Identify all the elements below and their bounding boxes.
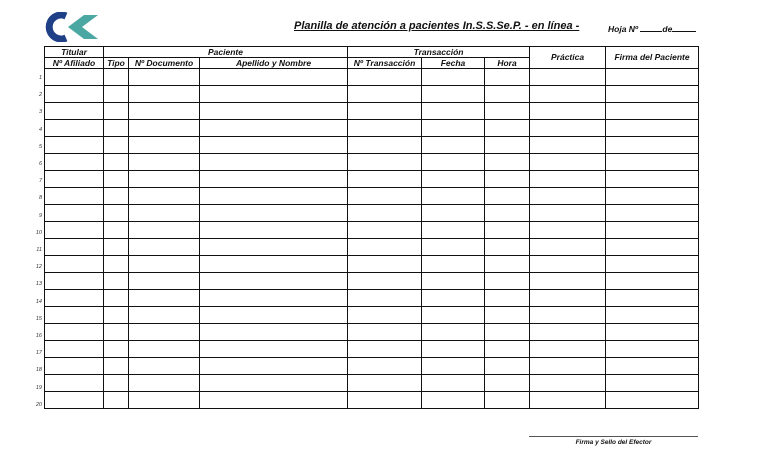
cell-hora[interactable] xyxy=(485,86,530,103)
cell-nro-transaccion[interactable] xyxy=(348,137,422,154)
table-row xyxy=(45,188,699,205)
logo-lower-chevron xyxy=(68,27,98,39)
cell-nro-documento[interactable] xyxy=(129,256,200,273)
cell-nro-transaccion[interactable] xyxy=(348,375,422,392)
sheet-label: Hoja Nº xyxy=(608,24,639,34)
cell-firma-paciente[interactable] xyxy=(606,375,699,392)
cell-nro-afiliado[interactable] xyxy=(45,290,104,307)
cell-practica[interactable] xyxy=(530,239,606,256)
cell-nro-transaccion[interactable] xyxy=(348,69,422,86)
cell-apellido-nombre[interactable] xyxy=(200,171,348,188)
table-row xyxy=(45,375,699,392)
cell-practica[interactable] xyxy=(530,137,606,154)
cell-tipo[interactable] xyxy=(104,392,129,409)
cell-nro-afiliado[interactable] xyxy=(45,86,104,103)
cell-fecha[interactable] xyxy=(422,392,485,409)
cell-tipo[interactable] xyxy=(104,86,129,103)
cell-nro-afiliado[interactable] xyxy=(45,239,104,256)
patient-table xyxy=(44,46,699,409)
cell-firma-paciente[interactable] xyxy=(606,324,699,341)
row-number: 8 xyxy=(38,195,42,202)
cell-tipo[interactable] xyxy=(104,120,129,137)
sheet-number-blank[interactable] xyxy=(640,24,662,32)
row-number: 15 xyxy=(35,315,42,322)
cell-firma-paciente[interactable] xyxy=(606,120,699,137)
sheet-total-blank[interactable] xyxy=(672,24,696,32)
row-number: 10 xyxy=(35,229,42,236)
cell-tipo[interactable] xyxy=(104,205,129,222)
cell-nro-documento[interactable] xyxy=(129,205,200,222)
cell-firma-paciente[interactable] xyxy=(606,358,699,375)
cell-nro-documento[interactable] xyxy=(129,171,200,188)
cell-firma-paciente[interactable] xyxy=(606,171,699,188)
cell-tipo[interactable] xyxy=(104,239,129,256)
cell-hora[interactable] xyxy=(485,188,530,205)
cell-nro-afiliado[interactable] xyxy=(45,341,104,358)
table-row xyxy=(45,341,699,358)
cell-hora[interactable] xyxy=(485,392,530,409)
cell-firma-paciente[interactable] xyxy=(606,273,699,290)
cell-fecha[interactable] xyxy=(422,307,485,324)
cell-nro-transaccion[interactable] xyxy=(348,103,422,120)
table-row xyxy=(45,239,699,256)
cell-tipo[interactable] xyxy=(104,103,129,120)
header-nro-transaccion: Nº Transacción xyxy=(348,58,422,69)
cell-hora[interactable] xyxy=(485,154,530,171)
cell-apellido-nombre[interactable] xyxy=(200,273,348,290)
cell-tipo[interactable] xyxy=(104,256,129,273)
cell-firma-paciente[interactable] xyxy=(606,392,699,409)
cell-nro-documento[interactable] xyxy=(129,392,200,409)
cell-nro-afiliado[interactable] xyxy=(45,137,104,154)
cell-nro-transaccion[interactable] xyxy=(348,392,422,409)
cell-nro-transaccion[interactable] xyxy=(348,307,422,324)
cell-nro-transaccion[interactable] xyxy=(348,358,422,375)
group-paciente: Paciente xyxy=(104,47,348,58)
cell-apellido-nombre[interactable] xyxy=(200,103,348,120)
cell-nro-afiliado[interactable] xyxy=(45,375,104,392)
cell-hora[interactable] xyxy=(485,341,530,358)
cell-apellido-nombre[interactable] xyxy=(200,358,348,375)
table-row xyxy=(45,324,699,341)
cell-hora[interactable] xyxy=(485,273,530,290)
table-row xyxy=(45,69,699,86)
header-firma-paciente: Firma del Paciente xyxy=(606,47,699,69)
cell-hora[interactable] xyxy=(485,324,530,341)
signature-line xyxy=(529,436,698,437)
cell-apellido-nombre[interactable] xyxy=(200,392,348,409)
cell-nro-documento[interactable] xyxy=(129,188,200,205)
cell-nro-documento[interactable] xyxy=(129,324,200,341)
row-number: 18 xyxy=(35,367,42,374)
cell-nro-transaccion[interactable] xyxy=(348,273,422,290)
cell-apellido-nombre[interactable] xyxy=(200,341,348,358)
cell-practica[interactable] xyxy=(530,375,606,392)
cell-practica[interactable] xyxy=(530,392,606,409)
table-row xyxy=(45,392,699,409)
cell-hora[interactable] xyxy=(485,290,530,307)
table-row xyxy=(45,222,699,239)
cell-hora[interactable] xyxy=(485,375,530,392)
cell-fecha[interactable] xyxy=(422,103,485,120)
cell-nro-afiliado[interactable] xyxy=(45,324,104,341)
cell-nro-afiliado[interactable] xyxy=(45,307,104,324)
cell-fecha[interactable] xyxy=(422,188,485,205)
cell-nro-transaccion[interactable] xyxy=(348,205,422,222)
cell-hora[interactable] xyxy=(485,307,530,324)
form-title: Planilla de atención a pacientes In.S.S.Se.P. - en línea - xyxy=(294,20,580,32)
cell-nro-afiliado[interactable] xyxy=(45,273,104,290)
cell-firma-paciente[interactable] xyxy=(606,256,699,273)
row-number: 7 xyxy=(38,178,42,185)
cell-fecha[interactable] xyxy=(422,341,485,358)
row-number: 19 xyxy=(35,384,42,391)
row-number: 3 xyxy=(38,109,42,116)
cell-nro-documento[interactable] xyxy=(129,290,200,307)
header-nro-documento: Nº Documento xyxy=(129,58,200,69)
cell-fecha[interactable] xyxy=(422,324,485,341)
cell-tipo[interactable] xyxy=(104,375,129,392)
cell-hora[interactable] xyxy=(485,171,530,188)
cell-tipo[interactable] xyxy=(104,222,129,239)
cell-apellido-nombre[interactable] xyxy=(200,120,348,137)
cell-practica[interactable] xyxy=(530,86,606,103)
row-number: 5 xyxy=(38,143,42,150)
cell-fecha[interactable] xyxy=(422,154,485,171)
cell-practica[interactable] xyxy=(530,171,606,188)
cell-fecha[interactable] xyxy=(422,69,485,86)
cell-nro-transaccion[interactable] xyxy=(348,256,422,273)
cell-tipo[interactable] xyxy=(104,307,129,324)
cell-firma-paciente[interactable] xyxy=(606,188,699,205)
cell-fecha[interactable] xyxy=(422,256,485,273)
table-row xyxy=(45,290,699,307)
row-number: 13 xyxy=(35,281,42,288)
cell-apellido-nombre[interactable] xyxy=(200,154,348,171)
table-row xyxy=(45,154,699,171)
cell-firma-paciente[interactable] xyxy=(606,86,699,103)
cell-nro-documento[interactable] xyxy=(129,86,200,103)
cell-fecha[interactable] xyxy=(422,358,485,375)
table-row xyxy=(45,205,699,222)
cell-hora[interactable] xyxy=(485,256,530,273)
cell-nro-documento[interactable] xyxy=(129,103,200,120)
cell-nro-afiliado[interactable] xyxy=(45,120,104,137)
table-body xyxy=(45,69,699,409)
cell-apellido-nombre[interactable] xyxy=(200,205,348,222)
cell-nro-transaccion[interactable] xyxy=(348,290,422,307)
cell-nro-transaccion[interactable] xyxy=(348,324,422,341)
cell-fecha[interactable] xyxy=(422,86,485,103)
sheet-number xyxy=(608,24,696,34)
cell-practica[interactable] xyxy=(530,69,606,86)
header-tipo: Tipo xyxy=(104,58,129,69)
cell-nro-transaccion[interactable] xyxy=(348,239,422,256)
row-number: 9 xyxy=(38,212,42,219)
cell-hora[interactable] xyxy=(485,120,530,137)
row-number: 12 xyxy=(35,264,42,271)
logo-c-shape xyxy=(49,15,66,39)
cell-fecha[interactable] xyxy=(422,273,485,290)
cell-nro-documento[interactable] xyxy=(129,154,200,171)
cell-practica[interactable] xyxy=(530,307,606,324)
cell-hora[interactable] xyxy=(485,205,530,222)
cell-practica[interactable] xyxy=(530,103,606,120)
cell-apellido-nombre[interactable] xyxy=(200,69,348,86)
table-row xyxy=(45,120,699,137)
header-apellido-nombre: Apellido y Nombre xyxy=(200,58,348,69)
row-number: 4 xyxy=(38,126,42,133)
cell-firma-paciente[interactable] xyxy=(606,341,699,358)
cell-nro-documento[interactable] xyxy=(129,137,200,154)
cell-tipo[interactable] xyxy=(104,69,129,86)
cell-apellido-nombre[interactable] xyxy=(200,222,348,239)
cell-nro-afiliado[interactable] xyxy=(45,392,104,409)
cell-tipo[interactable] xyxy=(104,171,129,188)
cell-nro-transaccion[interactable] xyxy=(348,341,422,358)
cell-nro-transaccion[interactable] xyxy=(348,86,422,103)
cell-nro-documento[interactable] xyxy=(129,222,200,239)
row-number: 2 xyxy=(38,92,42,99)
cell-fecha[interactable] xyxy=(422,205,485,222)
table-row xyxy=(45,307,699,324)
cell-practica[interactable] xyxy=(530,120,606,137)
cell-fecha[interactable] xyxy=(422,120,485,137)
cell-nro-afiliado[interactable] xyxy=(45,188,104,205)
cell-apellido-nombre[interactable] xyxy=(200,188,348,205)
header-fecha: Fecha xyxy=(422,58,485,69)
company-logo xyxy=(42,12,98,42)
cell-nro-afiliado[interactable] xyxy=(45,154,104,171)
header-hora: Hora xyxy=(485,58,530,69)
cell-firma-paciente[interactable] xyxy=(606,290,699,307)
cell-nro-afiliado[interactable] xyxy=(45,103,104,120)
cell-hora[interactable] xyxy=(485,358,530,375)
row-number: 20 xyxy=(35,401,42,408)
cell-firma-paciente[interactable] xyxy=(606,205,699,222)
cell-apellido-nombre[interactable] xyxy=(200,86,348,103)
cell-fecha[interactable] xyxy=(422,375,485,392)
signature-label: Firma y Sello del Efector xyxy=(575,439,652,446)
cell-firma-paciente[interactable] xyxy=(606,103,699,120)
cell-practica[interactable] xyxy=(530,358,606,375)
cell-tipo[interactable] xyxy=(104,154,129,171)
cell-firma-paciente[interactable] xyxy=(606,154,699,171)
cell-nro-transaccion[interactable] xyxy=(348,120,422,137)
cell-nro-documento[interactable] xyxy=(129,120,200,137)
logo-upper-chevron xyxy=(68,15,98,27)
table-row xyxy=(45,86,699,103)
cell-nro-documento[interactable] xyxy=(129,341,200,358)
cell-firma-paciente[interactable] xyxy=(606,239,699,256)
cell-practica[interactable] xyxy=(530,324,606,341)
cell-practica[interactable] xyxy=(530,290,606,307)
cell-practica[interactable] xyxy=(530,188,606,205)
cell-firma-paciente[interactable] xyxy=(606,137,699,154)
cell-hora[interactable] xyxy=(485,103,530,120)
cell-practica[interactable] xyxy=(530,273,606,290)
cell-nro-documento[interactable] xyxy=(129,358,200,375)
table-row xyxy=(45,171,699,188)
row-number: 16 xyxy=(35,333,42,339)
cell-nro-afiliado[interactable] xyxy=(45,69,104,86)
cell-fecha[interactable] xyxy=(422,290,485,307)
cell-nro-transaccion[interactable] xyxy=(348,171,422,188)
table-row xyxy=(45,358,699,375)
row-number: 17 xyxy=(35,350,42,357)
cell-nro-afiliado[interactable] xyxy=(45,222,104,239)
cell-apellido-nombre[interactable] xyxy=(200,256,348,273)
cell-practica[interactable] xyxy=(530,222,606,239)
header-practica: Práctica xyxy=(530,47,606,69)
cell-nro-documento[interactable] xyxy=(129,307,200,324)
cell-nro-documento[interactable] xyxy=(129,69,200,86)
cell-hora[interactable] xyxy=(485,137,530,154)
cell-tipo[interactable] xyxy=(104,188,129,205)
cell-tipo[interactable] xyxy=(104,137,129,154)
cell-tipo[interactable] xyxy=(104,324,129,341)
cell-fecha[interactable] xyxy=(422,239,485,256)
cell-practica[interactable] xyxy=(530,256,606,273)
table-row xyxy=(45,256,699,273)
cell-hora[interactable] xyxy=(485,69,530,86)
cell-nro-documento[interactable] xyxy=(129,273,200,290)
cell-apellido-nombre[interactable] xyxy=(200,239,348,256)
cell-nro-afiliado[interactable] xyxy=(45,171,104,188)
header-nro-afiliado: Nº Afiliado xyxy=(45,58,104,69)
cell-hora[interactable] xyxy=(485,222,530,239)
cell-fecha[interactable] xyxy=(422,137,485,154)
cell-practica[interactable] xyxy=(530,205,606,222)
cell-nro-transaccion[interactable] xyxy=(348,188,422,205)
row-number: 11 xyxy=(36,247,42,253)
row-number: 1 xyxy=(38,75,42,81)
table-row xyxy=(45,273,699,290)
cell-tipo[interactable] xyxy=(104,273,129,290)
cell-apellido-nombre[interactable] xyxy=(200,137,348,154)
cell-tipo[interactable] xyxy=(104,358,129,375)
cell-nro-transaccion[interactable] xyxy=(348,222,422,239)
cell-apellido-nombre[interactable] xyxy=(200,375,348,392)
group-transaccion: Transacción xyxy=(348,47,530,58)
cell-fecha[interactable] xyxy=(422,222,485,239)
cell-nro-afiliado[interactable] xyxy=(45,256,104,273)
cell-nro-transaccion[interactable] xyxy=(348,154,422,171)
cell-firma-paciente[interactable] xyxy=(606,69,699,86)
cell-tipo[interactable] xyxy=(104,290,129,307)
cell-apellido-nombre[interactable] xyxy=(200,324,348,341)
table-row xyxy=(45,137,699,154)
cell-nro-afiliado[interactable] xyxy=(45,205,104,222)
cell-nro-afiliado[interactable] xyxy=(45,358,104,375)
table-row xyxy=(45,103,699,120)
cell-apellido-nombre[interactable] xyxy=(200,307,348,324)
cell-fecha[interactable] xyxy=(422,171,485,188)
cell-nro-documento[interactable] xyxy=(129,239,200,256)
cell-practica[interactable] xyxy=(530,154,606,171)
cell-firma-paciente[interactable] xyxy=(606,222,699,239)
cell-tipo[interactable] xyxy=(104,341,129,358)
cell-hora[interactable] xyxy=(485,239,530,256)
row-number: 14 xyxy=(35,298,42,305)
sheet-of-label: de xyxy=(662,24,673,34)
cell-apellido-nombre[interactable] xyxy=(200,290,348,307)
row-number: 6 xyxy=(38,161,42,167)
cell-practica[interactable] xyxy=(530,341,606,358)
cell-nro-documento[interactable] xyxy=(129,375,200,392)
group-titular: Titular xyxy=(45,47,104,58)
cell-firma-paciente[interactable] xyxy=(606,307,699,324)
